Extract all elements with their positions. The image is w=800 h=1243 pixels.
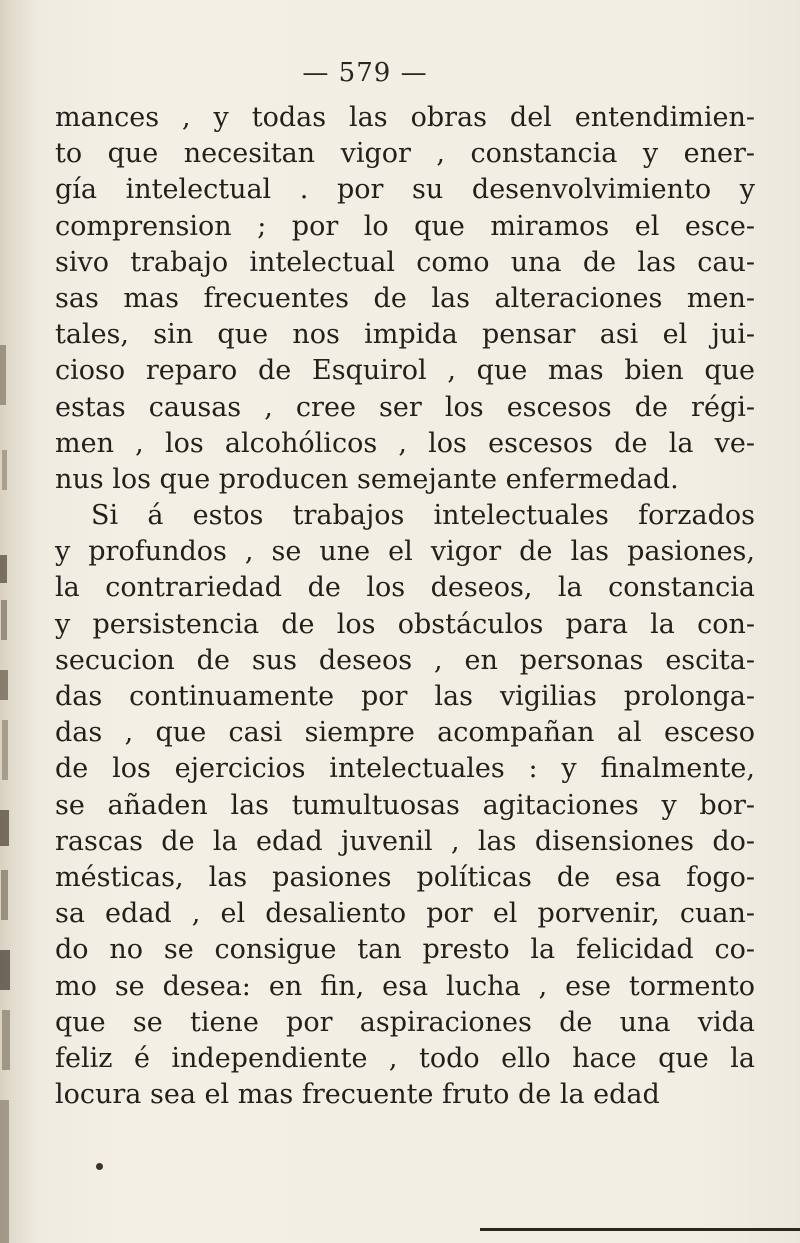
- text-line: se añaden las tumultuosas agitaciones y bor-: [55, 789, 755, 821]
- text-line: do no se consigue tan presto la felicidad co-: [55, 934, 755, 966]
- text-line: que se tiene por aspiraciones de una vida: [55, 1006, 755, 1038]
- text-line: mances , y todas las obras del entendimien-: [55, 102, 755, 133]
- text-line: locura sea el mas frecuente fruto de la edad: [55, 1079, 660, 1111]
- text-line: y profundos , se une el vigor de las pasiones,: [55, 536, 755, 568]
- bottom-rule: [480, 1228, 800, 1231]
- text-line: sas mas frecuentes de las alteraciones men-: [55, 282, 755, 314]
- body-text: [55, 100, 755, 1113]
- text-line: sa edad , el desaliento por el porvenir, cuan-: [55, 898, 755, 930]
- text-line: das continuamente por las vigilias prolonga-: [55, 681, 755, 712]
- text-line: das , que casi siempre acompañan al esceso: [55, 717, 755, 749]
- text-line: Si á estos trabajos intelectuales forzados: [91, 500, 755, 532]
- text-line: gía intelectual . por su desenvolvimiento y: [55, 174, 755, 206]
- text-line: de los ejercicios intelectuales : y finalmente,: [55, 753, 755, 785]
- text-line: tales, sin que nos impida pensar asi el jui-: [55, 319, 755, 351]
- page-number: — 579 —: [302, 58, 428, 88]
- text-line: to que necesitan vigor , constancia y ener-: [55, 138, 755, 170]
- text-line: comprension ; por lo que miramos el esce-: [55, 210, 755, 242]
- text-line: y persistencia de los obstáculos para la con-: [55, 608, 755, 640]
- text-line: nus los que producen semejante enfermedad.: [55, 463, 679, 495]
- text-line: secucion de sus deseos , en personas escita-: [55, 644, 755, 676]
- text-line: mésticas, las pasiones políticas de esa fogo-: [55, 861, 755, 893]
- text-line: men , los alcohólicos , los escesos de la ve-: [55, 427, 755, 459]
- text-line: rascas de la edad juvenil , las disensiones do-: [55, 825, 755, 857]
- text-line: la contrariedad de los deseos, la constancia: [55, 572, 755, 604]
- text-line: mo se desea: en fin, esa lucha , ese tormento: [55, 970, 755, 1002]
- ink-dot: [96, 1163, 103, 1170]
- text-line: estas causas , cree ser los escesos de régi-: [55, 391, 755, 423]
- text-line: sivo trabajo intelectual como una de las cau-: [55, 246, 755, 278]
- text-line: feliz é independiente , todo ello hace que la: [55, 1042, 755, 1074]
- text-line: cioso reparo de Esquirol , que mas bien que: [55, 355, 755, 387]
- binding-marks: [0, 250, 40, 1243]
